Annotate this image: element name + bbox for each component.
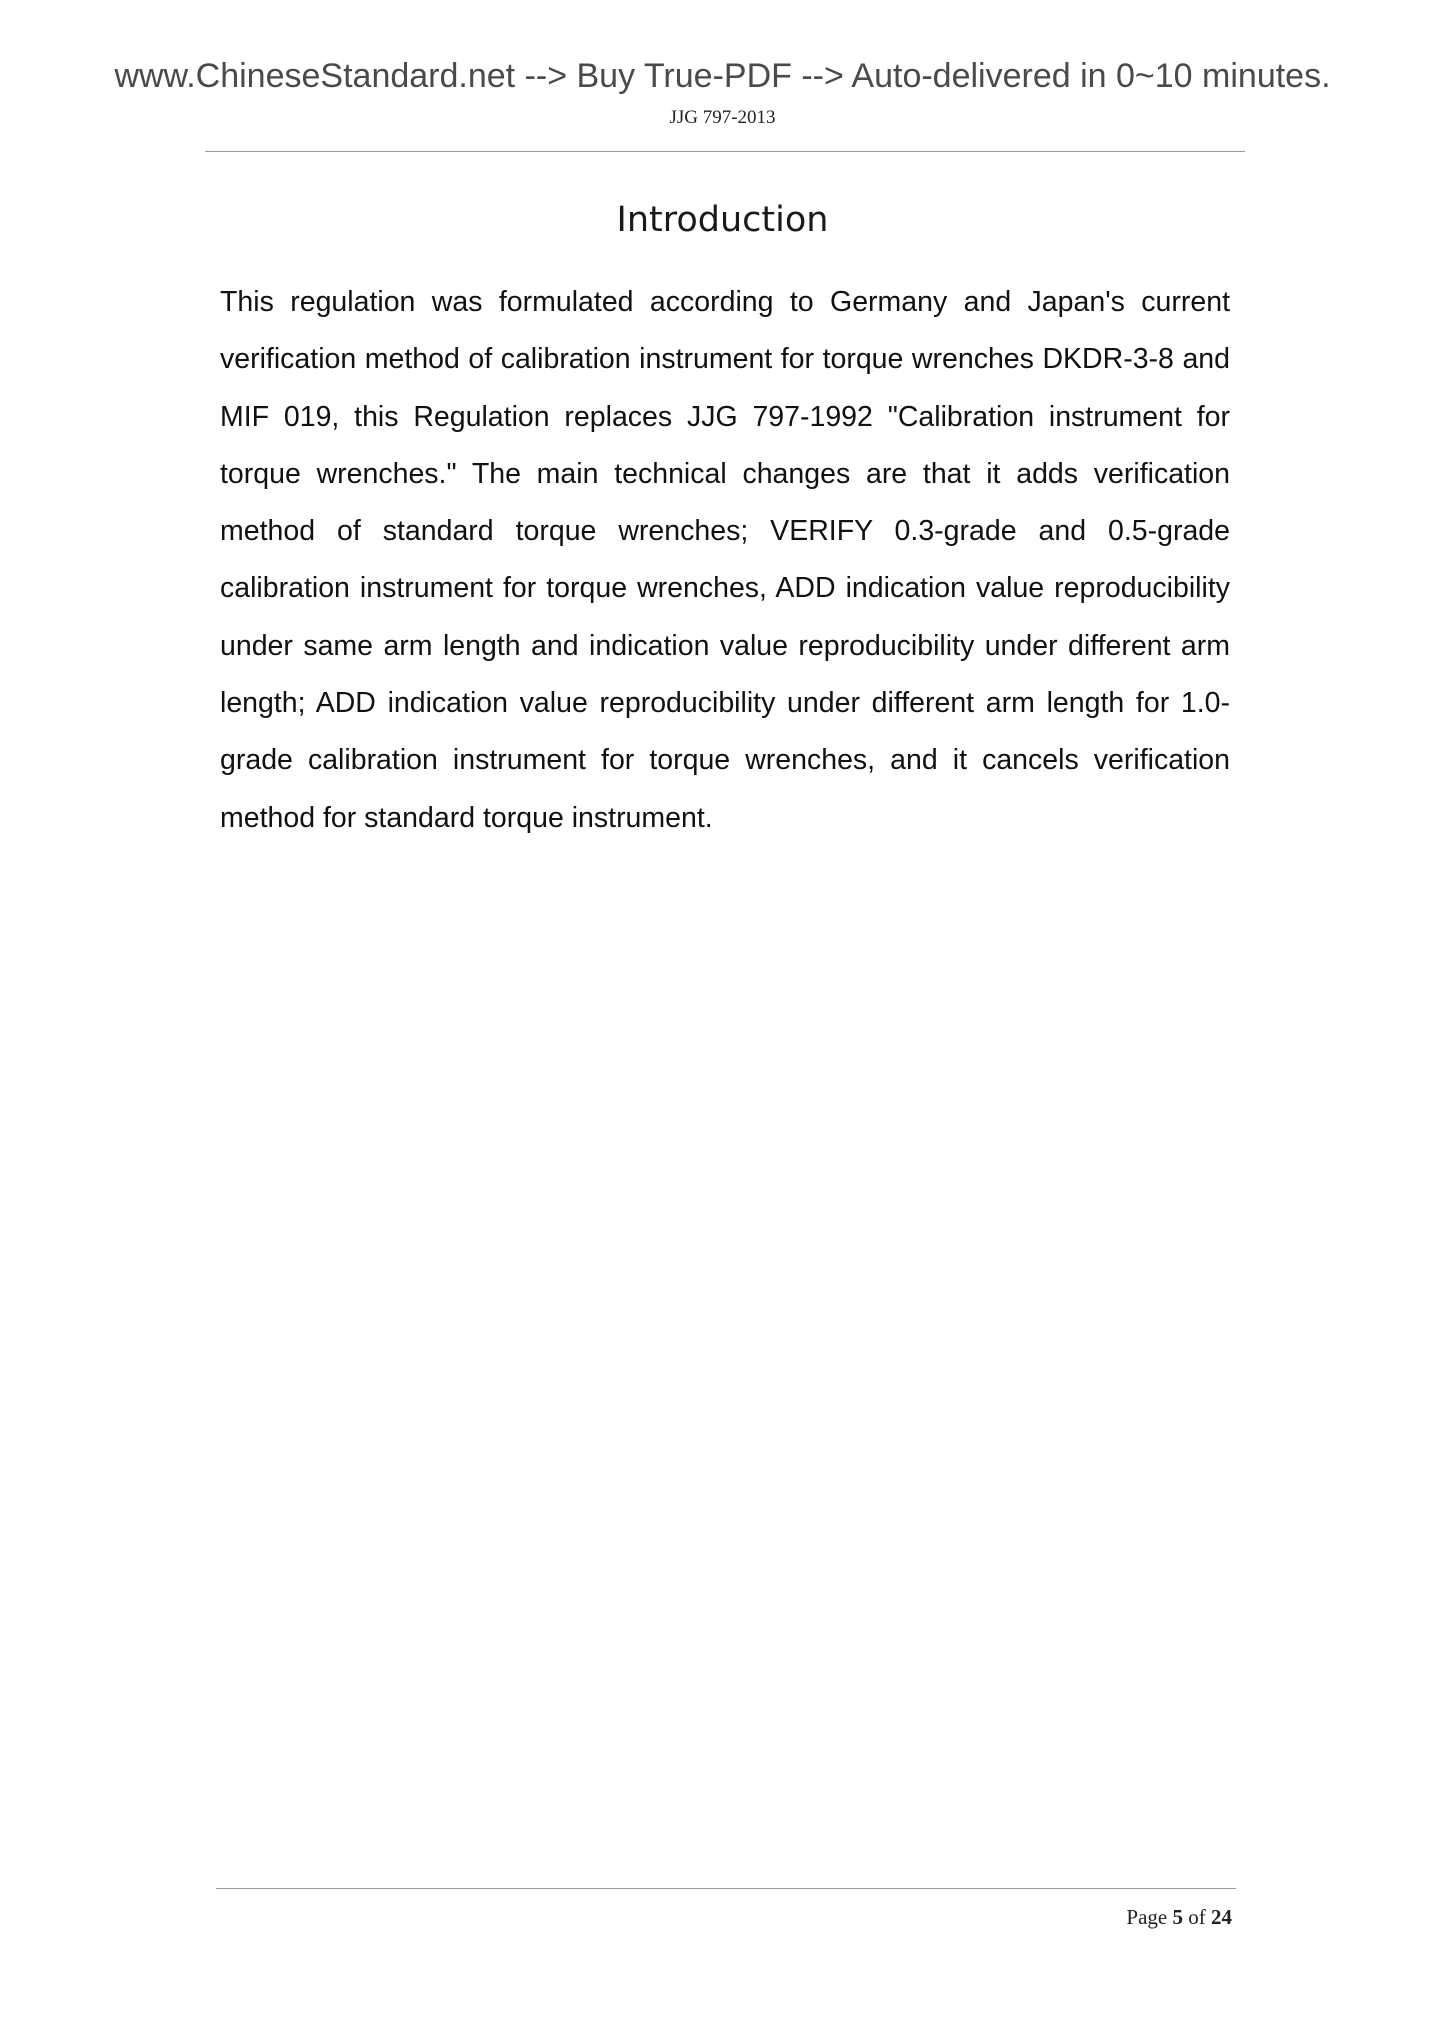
- total-pages-number: 24: [1211, 1905, 1232, 1929]
- introduction-paragraph: This regulation was formulated according to Germany and Japan's current verification method of calibration instrument for torque wrenches DKDR-3-8 and MIF 019, this Regulation replaces JJG 797-1992 "Calibration instrument for torque wrenches." The main technical changes are that it adds verification method of standard torque wrenches; VERIFY 0.3-grade and 0.5-grade calibration instrument for torque wrenches, ADD indication value reproducibility under same arm length and indication value reproducibility under different arm length; ADD indication value reproducibility under different arm length for 1.0-grade calibration instrument for torque wrenches, and it cancels verification method for standard torque instrument.: [220, 286, 1230, 834]
- site-banner: www.ChineseStandard.net --> Buy True-PDF --> Auto-delivered in 0~10 minutes.: [114, 57, 1331, 95]
- page-indicator: [1126, 1904, 1232, 1930]
- header-divider: [205, 151, 1245, 152]
- page-label: Page: [1126, 1905, 1168, 1929]
- section-title: Introduction: [616, 200, 829, 240]
- standard-code: JJG 797-2013: [669, 107, 776, 128]
- footer-divider: [216, 1888, 1236, 1889]
- current-page-number: 5: [1172, 1905, 1183, 1929]
- of-label: of: [1188, 1905, 1206, 1929]
